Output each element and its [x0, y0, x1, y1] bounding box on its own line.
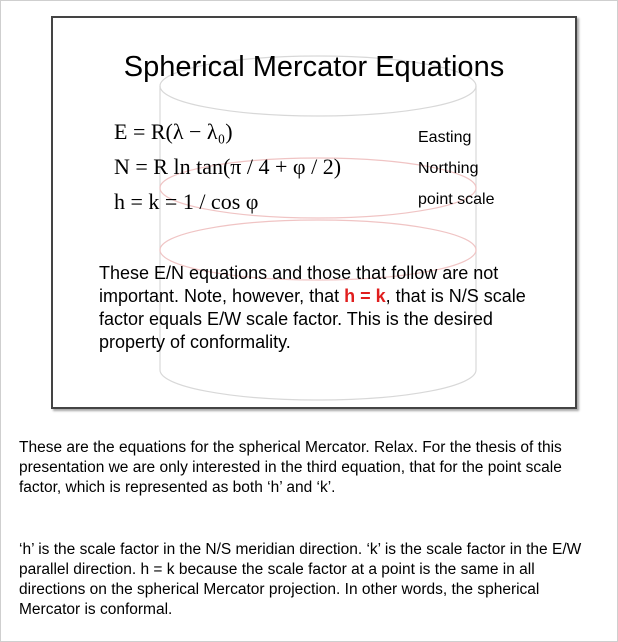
label-northing: Northing: [418, 160, 479, 177]
cylinder-bottom-arc: [160, 370, 476, 400]
slide-title: Spherical Mercator Equations: [123, 51, 505, 83]
equation-northing: N = R ln tan(π / 4 + φ / 2): [114, 154, 342, 179]
note-text-after: , that is N/S scale factor equals E/W scale factor. This is the desired property of conformality.: [99, 286, 526, 352]
commentary-paragraph-2: ‘h’ is the scale factor in the N/S meridian direction. ‘k’ is the scale factor in the E/W parallel direction. h = k because the scale factor at a point is the same in all directions on the spherical Mercator projection. In other words, the spherical Mercator is conformal.: [19, 541, 582, 618]
commentary-paragraph-1: These are the equations for the spherical Mercator. Relax. For the thesis of this presentation we are only interested in the third equation, that for the point scale factor, which is represented as both ‘h’ and ‘k’.: [19, 439, 562, 496]
label-easting: Easting: [418, 129, 472, 146]
equation-point-scale: h = k = 1 / cos φ: [114, 189, 259, 214]
equation-easting: E = R(λ − λ₀): [114, 119, 233, 144]
note-highlight: h = k: [344, 286, 386, 306]
slide: [51, 16, 577, 409]
note-text-before: These E/N equations and those that follow are not important. Note, however, that: [99, 263, 499, 306]
slide-note: [99, 262, 539, 354]
label-point-scale: point scale: [418, 191, 495, 208]
